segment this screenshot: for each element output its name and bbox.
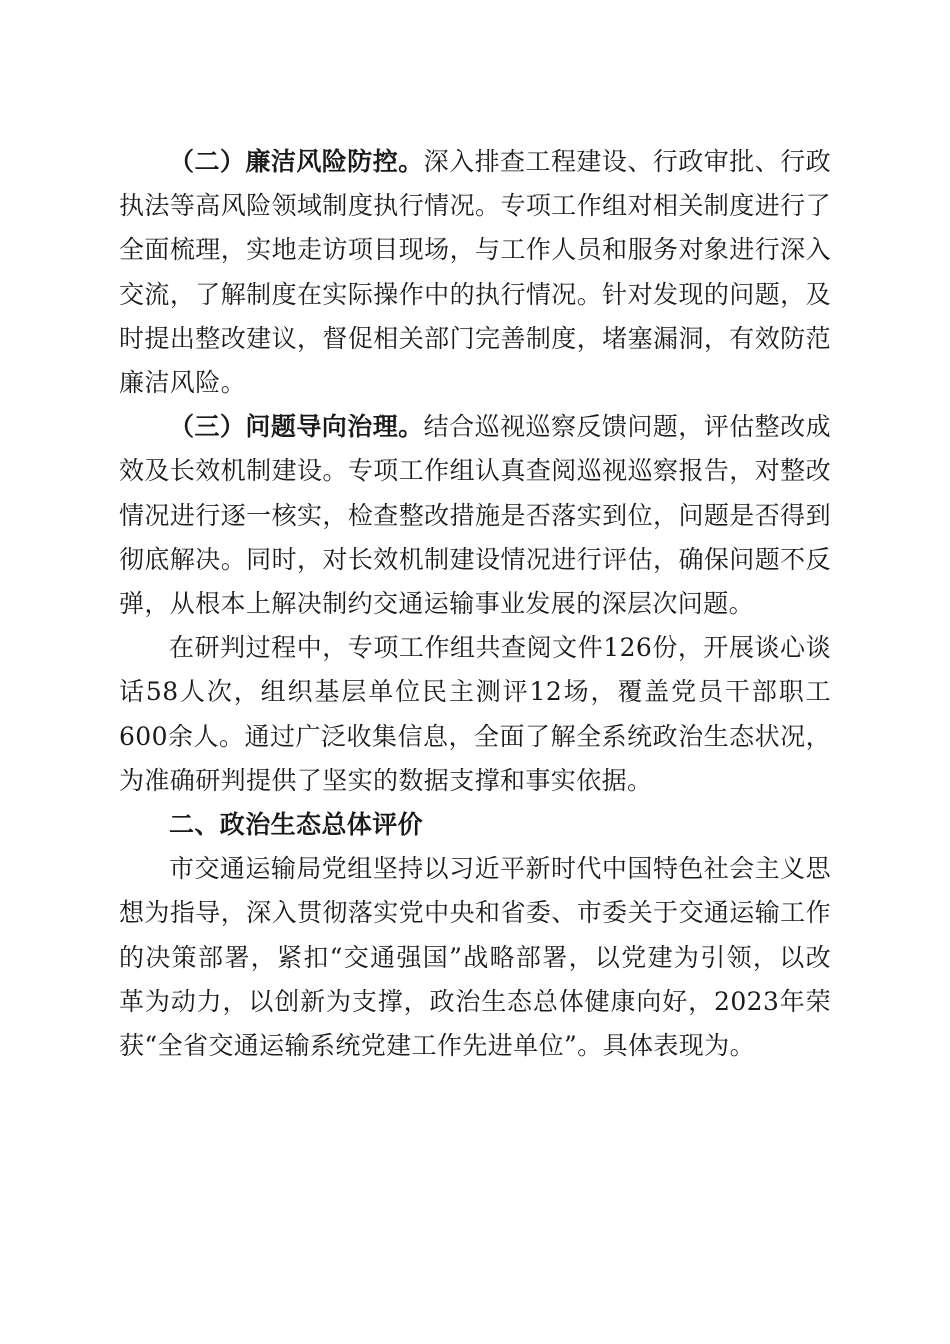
section-heading: 二、政治生态总体评价 — [169, 810, 424, 840]
paragraph-text: 在研判过程中，专项工作组共查阅文件126份，开展谈心谈话58人次，组织基层单位民主测评12场，覆盖党员干部职工600余人。通过广泛收集信息，全面了解全系统政治生态状况，为准确研判提供了坚实的数据支撑和事实依据。 — [119, 633, 831, 795]
paragraph-lead: （二）廉洁风险防控。 — [169, 147, 424, 176]
document-body — [119, 140, 831, 1068]
paragraph-text: 深入排查工程建设、行政审批、行政执法等高风险领域制度执行情况。专项工作组对相关制度进行了全面梳理，实地走访项目现场，与工作人员和服务对象进行深入交流，了解制度在实际操作中的执行情况。针对发现的问题，及时提出整改建议，督促相关部门完善制度，堵塞漏洞，有效防范廉洁风险。 — [119, 147, 831, 398]
paragraph-overall-evaluation: 市交通运输局党组坚持以习近平新时代中国特色社会主义思想为指导，深入贯彻落实党中央和省委、市委关于交通运输工作的决策部署，紧扣“交通强国”战略部署，以党建为引领，以改革为动力，以创新为支撑，政治生态总体健康向好，2023年荣获“全省交通运输系统党建工作先进单位”。具体表现为。 — [119, 854, 831, 1061]
paragraph-lead: （三）问题导向治理。 — [169, 412, 424, 442]
paragraph-research-summary — [119, 626, 831, 803]
paragraph-text: 结合巡视巡察反馈问题，评估整改成效及长效机制建设。专项工作组认真查阅巡视巡察报告，对整改情况进行逐一核实，检查整改措施是否落实到位，问题是否得到彻底解决。同时，对长效机制建设情况进行评估，确保问题不反弹，从根本上解决制约交通运输事业发展的深层次问题。 — [119, 412, 831, 619]
paragraph-anti-corruption-risk — [119, 140, 831, 405]
paragraph-problem-oriented-governance — [119, 405, 831, 626]
